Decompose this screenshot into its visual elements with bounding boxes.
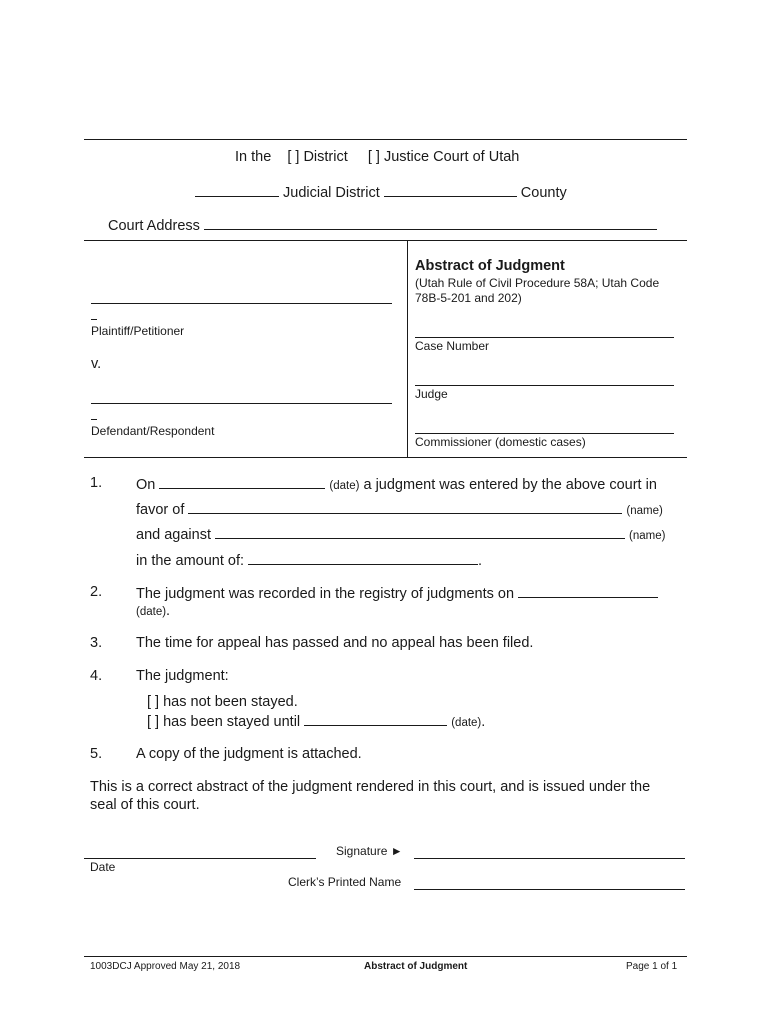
item-1-favor-of: favor of (136, 502, 185, 518)
item-4-option-2: [ ] has been stayed until (date). (147, 714, 486, 730)
plaintiff-field[interactable] (91, 303, 392, 304)
commissioner-field[interactable] (415, 433, 674, 434)
item-1-number: 1. (90, 475, 103, 491)
judicial-district-field[interactable] (195, 183, 279, 197)
versus-label: v. (91, 356, 102, 372)
amount-field[interactable] (248, 551, 478, 565)
plaintiff-underscore (91, 319, 97, 320)
judge-label: Judge (415, 387, 448, 401)
item-1-line1 (136, 475, 657, 493)
against-name-field[interactable] (215, 525, 625, 539)
recorded-date-field[interactable] (518, 584, 658, 598)
item-4-text: The judgment: (136, 668, 229, 684)
certification-line1: This is a correct abstract of the judgment rendered in this court, and is issued under the (90, 779, 651, 795)
stayed-until-date-field[interactable] (304, 712, 447, 726)
case-number-field[interactable] (415, 337, 674, 338)
district-checkbox[interactable]: [ ] District (287, 149, 348, 165)
rule-citation-line2: 78B-5-201 and 202) (415, 291, 522, 305)
caption-top-rule (84, 240, 687, 241)
caption-divider (407, 240, 408, 457)
footer-rule (84, 956, 687, 957)
clerk-name-label: Clerk’s Printed Name (288, 875, 402, 889)
court-line-prefix: In the (235, 149, 272, 165)
item-2-number: 2. (90, 584, 103, 600)
signature-label: Signature ► (336, 844, 403, 858)
item-1-on: On (136, 477, 156, 493)
item-1-name-hint-2: (name) (629, 530, 666, 542)
footer-form-id: 1003DCJ Approved May 21, 2018 (90, 961, 241, 972)
court-of-utah: Court of Utah (433, 149, 520, 165)
item-1-name-hint-1: (name) (626, 505, 663, 517)
court-address-field[interactable] (204, 216, 657, 230)
item-4-number: 4. (90, 668, 103, 684)
footer-page-number: Page 1 of 1 (626, 961, 678, 972)
clerk-name-field[interactable] (414, 889, 685, 890)
date-field[interactable] (84, 858, 316, 859)
item-3-text: The time for appeal has passed and no appeal has been filed. (136, 635, 534, 651)
item-1-line4: in the amount of: . (136, 553, 483, 569)
document-title: Abstract of Judgment (415, 258, 565, 274)
judicial-district-line (195, 183, 567, 201)
date-label: Date (90, 860, 116, 874)
plaintiff-label: Plaintiff/Petitioner (91, 324, 185, 338)
caption-bottom-rule (84, 457, 687, 458)
defendant-underscore (91, 419, 97, 420)
court-header (235, 149, 519, 165)
top-rule (84, 139, 687, 140)
county-label: County (520, 185, 567, 201)
item-2-date-hint: (date) (136, 606, 167, 618)
court-address-label: Court Address (108, 218, 200, 234)
item-4-date-hint: (date) (451, 717, 482, 729)
court-address-line (108, 216, 657, 234)
signature-field[interactable] (414, 858, 685, 859)
item-1-date-hint: (date) (329, 480, 360, 492)
item-1-amount-label: in the amount of: (136, 553, 245, 569)
item-5-number: 5. (90, 746, 103, 762)
item-1-and-against: and against (136, 527, 211, 543)
item-2-line2: (date). (136, 603, 171, 619)
commissioner-label: Commissioner (domestic cases) (415, 435, 586, 449)
defendant-field[interactable] (91, 403, 392, 404)
item-1-text: a judgment was entered by the above court in (363, 477, 657, 493)
justice-checkbox[interactable]: [ ] Justice (367, 149, 430, 165)
item-3-number: 3. (90, 635, 103, 651)
stayed-until-checkbox[interactable]: [ ] has been stayed until (147, 714, 301, 730)
defendant-label: Defendant/Respondent (91, 424, 215, 438)
case-number-label: Case Number (415, 339, 490, 353)
county-field[interactable] (384, 183, 517, 197)
favor-of-name-field[interactable] (188, 500, 622, 514)
judge-field[interactable] (415, 385, 674, 386)
item-2-line1 (136, 584, 658, 602)
item-1-line2 (136, 500, 663, 518)
item-5-text: A copy of the judgment is attached. (136, 746, 362, 762)
item-1-line3 (136, 525, 665, 543)
certification-line2: seal of this court. (90, 797, 200, 813)
item-2-text: The judgment was recorded in the registry of judgments on (136, 586, 515, 602)
not-stayed-checkbox[interactable]: [ ] has not been stayed. (147, 694, 298, 710)
rule-citation-line1: (Utah Rule of Civil Procedure 58A; Utah Code (415, 276, 660, 290)
judgment-date-field[interactable] (159, 475, 325, 489)
judicial-district-label: Judicial District (283, 185, 380, 201)
footer-title: Abstract of Judgment (364, 961, 468, 972)
